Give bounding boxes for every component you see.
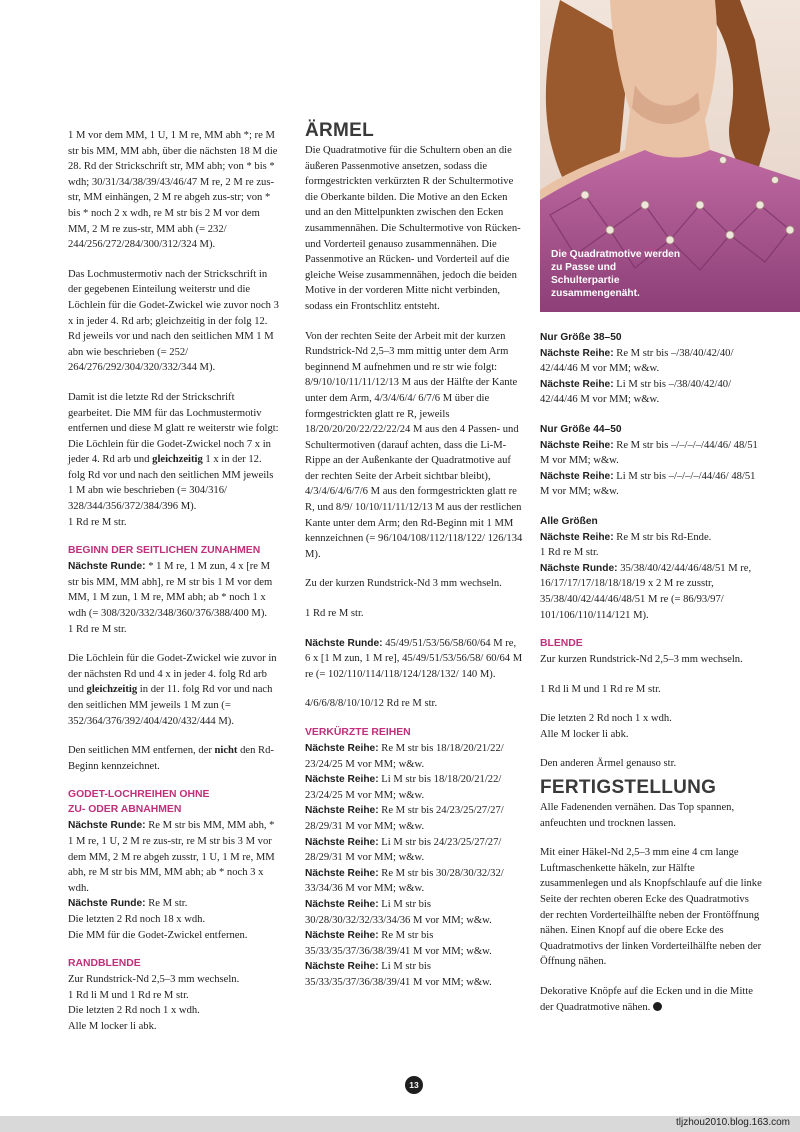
- text: 1 x in der 12. folg Rd vor und nach den seitlichen MM jeweils 1 M abn wie beschrieben (= 304/316/ 328/344/356/372/384/396 M).: [68, 454, 274, 513]
- text: Re M str bis 30/28/30/32/32/ 33/34/36 M vor MM; w&w.: [305, 867, 504, 895]
- section-heading: RANDBLENDE: [68, 958, 141, 970]
- section-title: ÄRMEL: [305, 120, 375, 141]
- text: 1 Rd re M str.: [68, 623, 127, 635]
- paragraph: [68, 651, 280, 729]
- step-label: Nächste Reihe:: [305, 867, 379, 879]
- text: Li M str bis –/38/40/42/40/ 42/44/46 M vor MM; w&w.: [540, 378, 732, 406]
- text: in der 11. folg Rd vor und nach den seitlichen MM jeweils 1 M zun (= 352/364/376/392/404/420/432/444 M).: [68, 684, 273, 727]
- text: 1 Rd re M str.: [68, 516, 127, 528]
- text: Re M str bis –/–/–/–/44/46/ 48/51 M vor MM; w&w.: [540, 439, 758, 467]
- list-item: [305, 772, 523, 803]
- list-item: [305, 803, 523, 834]
- text: Re M str bis 35/33/35/37/36/38/39/41 M vor MM; w&w.: [305, 930, 492, 957]
- step-label: Nächste Reihe:: [540, 439, 614, 451]
- step-label: Nächste Reihe:: [305, 774, 379, 786]
- column-left: [68, 128, 280, 1049]
- text: Alle M locker li abk.: [540, 728, 629, 740]
- paragraph: 4/6/6/8/8/10/10/12 Rd re M str.: [305, 698, 438, 710]
- footer-bar: [0, 1116, 800, 1132]
- list-item: [540, 530, 762, 546]
- section-title: FERTIGSTELLUNG: [540, 777, 717, 799]
- footer-watermark: tljzhou2010.blog.163.com: [676, 1117, 790, 1128]
- paragraph: [540, 346, 762, 408]
- step-label: Nächste Reihe:: [305, 836, 379, 848]
- text: Li M str bis 24/23/25/27/27/ 28/29/31 M vor MM; w&w.: [305, 836, 502, 864]
- step-label: Nächste Runde:: [68, 820, 146, 832]
- step-label: Nächste Reihe:: [305, 930, 379, 942]
- step-label: Nächste Reihe:: [540, 378, 614, 390]
- list-item: [540, 346, 762, 377]
- paragraph: [68, 559, 280, 637]
- list-item: [305, 741, 523, 772]
- paragraph: 1 Rd li M und 1 Rd re M str.: [540, 683, 661, 695]
- step-label: Nächste Runde:: [68, 561, 146, 573]
- list-item: [305, 928, 523, 959]
- list-item: [305, 866, 523, 897]
- list-item: [540, 438, 762, 469]
- paragraph: [68, 818, 280, 943]
- bold-text: gleichzeitig: [86, 684, 138, 696]
- size-heading: Nur Größe 44–50: [540, 423, 622, 435]
- text: 45/49/51/53/56/58/60/64 M re, 6 x [1 M zun, 1 M re], 45/49/51/53/56/58/ 60/64 M re (= 102/110/114/118/124/128/132/ 140 M).: [305, 637, 523, 680]
- end-mark-icon: [653, 1002, 662, 1011]
- paragraph: [68, 743, 280, 774]
- section-heading: BLENDE: [540, 638, 583, 650]
- text: Die letzten 2 Rd noch 1 x wdh.: [68, 1005, 200, 1017]
- text: Re M str bis Rd-Ende.: [613, 531, 712, 543]
- column-right: [540, 330, 762, 1029]
- list-item: [540, 561, 762, 623]
- text: Alle M locker li abk.: [68, 1020, 157, 1032]
- page-number: 13: [405, 1076, 423, 1094]
- paragraph: [540, 530, 762, 624]
- paragraph: [540, 984, 762, 1015]
- step-label: Nächste Reihe:: [540, 470, 614, 482]
- step-label: Nächste Reihe:: [305, 805, 379, 817]
- section-heading: BEGINN DER SEITLICHEN ZUNAHMEN: [68, 545, 261, 557]
- text: 1 Rd li M und 1 Rd re M str.: [68, 989, 189, 1001]
- step-label: Nächste Reihe:: [305, 898, 379, 910]
- paragraph: 1 M vor dem MM, 1 U, 1 M re, MM abh *; re M str bis MM, MM abh, über die nächsten 18 M die 28. Rd der Strickschrift str, MM abh; von * bis * wdh; 30/31/34/38/39/43/46/47 M re, 2 M re zus-str, MM einhängen, 2 M re abgeh zus-str; von * bis * noch 2 x wdh, re M str bis 2 M vor dem MM, 2 M re zus-str, MM abh (= 232/ 244/256/272/284/300/312/324 M).: [68, 130, 278, 251]
- text: Die MM für die Godet-Zwickel entfernen.: [68, 929, 248, 941]
- product-photo: [540, 0, 800, 312]
- paragraph: Zur kurzen Rundstrick-Nd 2,5–3 mm wechseln.: [540, 654, 743, 666]
- bold-text: nicht: [214, 745, 238, 757]
- text: Li M str bis –/–/–/–/44/46/ 48/51 M vor MM; w&w.: [540, 470, 756, 498]
- bold-text: gleichzeitig: [152, 454, 203, 466]
- photo-caption: Die Quadratmotive werden zu Passe und Schulterpartie zusammengenäht.: [551, 249, 681, 299]
- text: Li M str bis 18/18/20/21/22/ 23/24/25 M vor MM; w&w.: [305, 774, 502, 801]
- section-heading: GODET-LOCHREIHEN OHNE: [68, 789, 210, 801]
- text: [68, 896, 280, 912]
- text: Re M str bis –/38/40/42/40/ 42/44/46 M vor MM; w&w.: [540, 347, 734, 375]
- text: Re M str bis 24/23/25/27/27/ 28/29/31 M vor MM; w&w.: [305, 805, 504, 832]
- text: Die Löchlein für die Godet-Zwickel wie zuvor in der nächsten Rd und 4 x in jeder 4. folg Rd arb und: [68, 653, 277, 696]
- text: Den seitlichen MM entfernen, der: [68, 745, 215, 757]
- text: Damit ist die letzte Rd der Strickschrift gearbeitet. Die MM für das Lochmustermotiv entfernen und diese M glatt re weiterstr wie folgt:: [68, 391, 279, 435]
- step-label: Nächste Reihe:: [305, 961, 379, 973]
- list-item: [540, 469, 762, 500]
- paragraph: [540, 438, 762, 500]
- text: Die letzten 2 Rd noch 1 x wdh.: [540, 713, 672, 725]
- step-label: Nächste Runde:: [305, 637, 383, 649]
- paragraph: 1 Rd re M str.: [305, 608, 364, 620]
- section-heading: ZU- ODER ABNAHMEN: [68, 804, 182, 816]
- paragraph: Alle Fadenenden vernähen. Das Top spannen, anfeuchten und trocknen lassen.: [540, 802, 735, 829]
- step-label: Nächste Runde:: [540, 562, 618, 574]
- paragraph: [540, 711, 762, 742]
- text: Re M str bis MM, MM abh, * 1 M re, 1 U, 2 M re zus-str, re M str bis 3 M vor dem MM, 2 M re abgeh zusstr, 1 U, 1 M re, MM abh, re M str bis MM, MM abh; ab * noch 3 x wdh.: [68, 820, 275, 894]
- list-item: [540, 377, 762, 408]
- text: den Rd-Beginn kennzeichnet.: [68, 745, 274, 772]
- step-label: Nächste Runde:: [68, 898, 146, 910]
- step-label: Nächste Reihe:: [540, 531, 614, 543]
- step-label: Nächste Reihe:: [305, 743, 379, 754]
- text: * 1 M re, 1 M zun, 4 x [re M str bis MM, MM abh], re M str bis 1 M vor dem MM, 1 M zun, 1 M re, MM abh; ab * noch 1 x wdh (= 308/320/332/348/360/376/388/400 M).: [68, 561, 273, 620]
- text: Dekorative Knöpfe auf die Ecken und in die Mitte der Quadratmotive nähen.: [540, 986, 753, 1013]
- paragraph: [68, 972, 280, 1034]
- text: Re M str.: [145, 898, 188, 910]
- text: Li M str bis 35/33/35/37/36/38/39/41 M vor MM; w&w.: [305, 961, 492, 988]
- list-item: [305, 959, 523, 990]
- text: Re M str bis 18/18/20/21/22/ 23/24/25 M vor MM; w&w.: [305, 743, 504, 770]
- text: Zur Rundstrick-Nd 2,5–3 mm wechseln.: [68, 974, 240, 986]
- text: Die Löchlein für die Godet-Zwickel noch 7 x in jeder 4. Rd arb und: [68, 438, 271, 466]
- column-middle: [305, 121, 523, 991]
- section-heading: VERKÜRZTE REIHEN: [305, 727, 411, 738]
- paragraph: Mit einer Häkel-Nd 2,5–3 mm eine 4 cm lange Luftmaschenkette häkeln, zur Hälfte zusammenlegen und als Knopfschlaufe auf die linke Seite der rechten oberen Ecke des Quadratmotivs der rechten Vorderteilhälfte neben der Frontöffnung nähen. Einen Knopf auf die obere Ecke des Quadratmotivs der linken Vorderteilhälfte neben der Öffnung nähen.: [540, 847, 762, 968]
- paragraph: [68, 390, 280, 530]
- short-rows-list: [305, 741, 523, 991]
- paragraph: Von der rechten Seite der Arbeit mit der kurzen Rundstrick-Nd 2,5–3 mm mittig unter dem Arm beginnend M aufnehmen und re str wie folgt: 8/9/10/10/11/11/12/13 M aus der Hälfte der Kante unter dem Arm, 4/3/4/6/4/ 6/7/6 M über die formgestrickten glatt re R, jeweils 18/20/20/20/22/22/22/24 M aus den 4 Passen- und Schultermotiven (darauf achten, dass die Li-M-Rippe an der Außenkante der Quadratmotive auf der rechten Seite der Arbeit sichtbar bleibt), 4/3/4/6/4/6/7/6 M aus den formgestrickten glatt re R, und 8/9/ 10/10/11/11/12/13 M aus der restlichen Kante unter dem Arm; den Rd-Beginn mit 1 MM kennzeichnen (= 96/104/108/112/118/122/ 126/134 M).: [305, 330, 523, 560]
- text: 35/38/40/42/44/46/48/51 M re, 16/17/17/17/18/18/18/19 x 2 M re zusstr, 35/38/40/42/44/46/48/51 M re (= 86/93/97/ 101/106/110/114/121 M).: [540, 562, 752, 621]
- text: [68, 437, 280, 515]
- list-item: [305, 897, 523, 928]
- paragraph: Den anderen Ärmel genauso str.: [540, 758, 677, 770]
- paragraph: Das Lochmustermotiv nach der Strickschrift in der gegebenen Einteilung weiterstr und die Löchlein für die Godet-Zwickel wie zuvor noch 3 x in jeder 4. Rd arb; gleichzeitig in der folg 12. Rd jeweils vor und nach den seitlichen MM 1 M abn wie beschrieben (= 252/ 264/276/292/304/320/332/344 M).: [68, 268, 279, 374]
- size-heading: Nur Größe 38–50: [540, 332, 622, 343]
- paragraph: [305, 636, 523, 683]
- text: Li M str bis 30/28/30/32/32/33/34/36 M vor MM; w&w.: [305, 898, 492, 926]
- text: Die letzten 2 Rd noch 18 x wdh.: [68, 913, 206, 925]
- paragraph: Zu der kurzen Rundstrick-Nd 3 mm wechseln.: [305, 578, 502, 590]
- size-heading: Alle Größen: [540, 515, 598, 527]
- list-item: [305, 835, 523, 866]
- step-label: Nächste Reihe:: [540, 347, 614, 359]
- paragraph: Die Quadratmotive für die Schultern oben an die äußeren Passenmotive ansetzen, sodass die formgestrickten verkürzten R der Schultermotive die Oberkante bilden. Die Motive an den Ecken und an den Mittelpunkten zwischen den Ecken zusammennähen. Die Schultermotive von Rücken- und Vorderteil genauso zusammennähen. Die Passenmotive an Rücken- und Vorderteil auf die gleiche Weise zusammennähen, jedoch die beiden Motive in der vorderen Mitte nicht verbinden, sodass ein Frontschlitz entsteht.: [305, 145, 521, 312]
- text: 1 Rd re M str.: [540, 547, 599, 559]
